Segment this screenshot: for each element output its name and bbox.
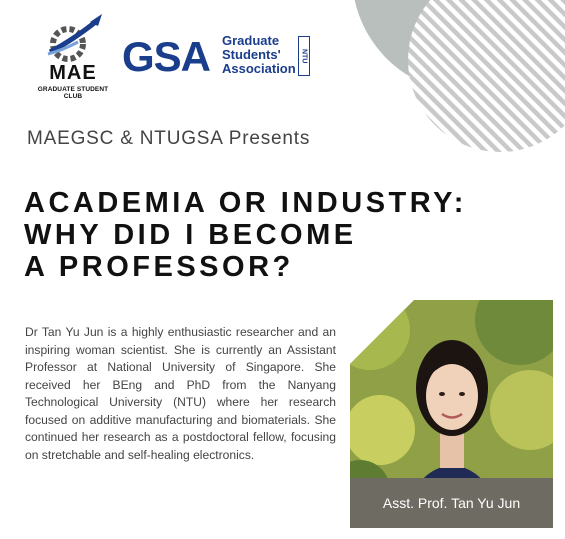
gsa-logo-words — [222, 34, 296, 76]
striped-circle — [408, 0, 565, 152]
gsa-logo-mark: GSA — [122, 33, 211, 80]
title-line-1: ACADEMIA OR INDUSTRY: — [24, 187, 467, 219]
title-line-3: A PROFESSOR? — [24, 251, 294, 283]
mae-logo-subtitle: GRADUATE STUDENT CLUB — [37, 86, 109, 100]
mae-logo-text: MAE — [49, 62, 97, 84]
title-line-2: WHY DID I BECOME — [24, 219, 357, 251]
gsa-line-2: Students' — [222, 47, 281, 62]
event-title — [24, 187, 544, 283]
speaker-bio: Dr Tan Yu Jun is a highly enthusiastic researcher and an inspiring woman scientist. She is currently an Assistant Professor at National University of Singapore. She received her BEng and PhD from the Nanyang Technological University (NTU) where her research focused on additive manufacturing and biomaterials. She continued her research as a postdoctoral fellow, focusing on stretchable and self-healing electronics. — [25, 325, 336, 462]
speaker-caption: Asst. Prof. Tan Yu Jun — [350, 478, 553, 528]
gsa-line-1: Graduate — [222, 33, 280, 48]
gsa-line-3: Association — [222, 61, 296, 76]
ntu-badge: NTU — [298, 36, 310, 76]
gear-rocket-icon — [28, 12, 118, 62]
mae-logo — [28, 12, 118, 100]
presents-line: MAEGSC & NTUGSA Presents — [27, 128, 311, 149]
